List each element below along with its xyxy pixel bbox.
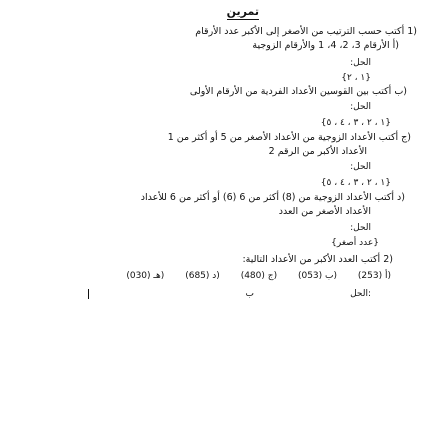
page-title: تمرين (226, 5, 259, 18)
question-2-subpart-b: (ج أكتب الأعداد الزوجية من الأعداد الأصغر من 5 أو أكثر من 1 (167, 132, 411, 143)
option-d: (د (685) (185, 271, 220, 281)
option-a: (أ (253) (357, 271, 391, 281)
answer-mark: ب (245, 289, 254, 299)
answer-set: {١ ، ٢ ، ٣ ، ٤ ، ٥} (320, 178, 391, 188)
option-b: (ب (053) (297, 271, 338, 281)
question-2-subpart: (ب أكتب بين القوسين الأعداد الفردية من الأرقام الأولى (189, 86, 407, 97)
question-1-text: (1 أكتب حسب الترتيب من الأصغر إلى الأكبر عدد الأرقام (195, 26, 417, 37)
answer-set: {١ ، ٢ ، ٣ ، ٤ ، ٥} (320, 118, 391, 128)
answer-label: الحل: (350, 162, 371, 172)
answer-label: الحل: (350, 289, 371, 299)
options-row (108, 270, 391, 282)
question-1-subpart: (أ الأرقام 3، 2، 4، 1 والأرقام الزوجية (252, 40, 399, 51)
question-4-text: (2 أكتب العدد الأكبر من الأعداد التالية: (242, 254, 393, 265)
answer-label: الحل: (350, 223, 371, 233)
answer-tick (88, 289, 95, 299)
option-c: (ج (480) (240, 271, 278, 281)
question-2-subpart-b-line2: الأعداد الأكبر من الرقم 2 (268, 146, 367, 157)
question-3-subpart: (د أكتب الأعداد الزوجية من (8) أكثر من 6 (6) أو أكثر من 6 للأعداد (140, 192, 405, 203)
option-e: (هـ (030) (126, 271, 165, 281)
question-3-subpart-line2: الأعداد الأصغر من العدد (278, 206, 371, 217)
answer-label: الحل: (350, 102, 371, 112)
answer-set: {عدد أصغر} (331, 238, 379, 248)
answer-label: الحل: (350, 58, 371, 68)
answer-set: {١ ، ٢} (341, 73, 371, 83)
